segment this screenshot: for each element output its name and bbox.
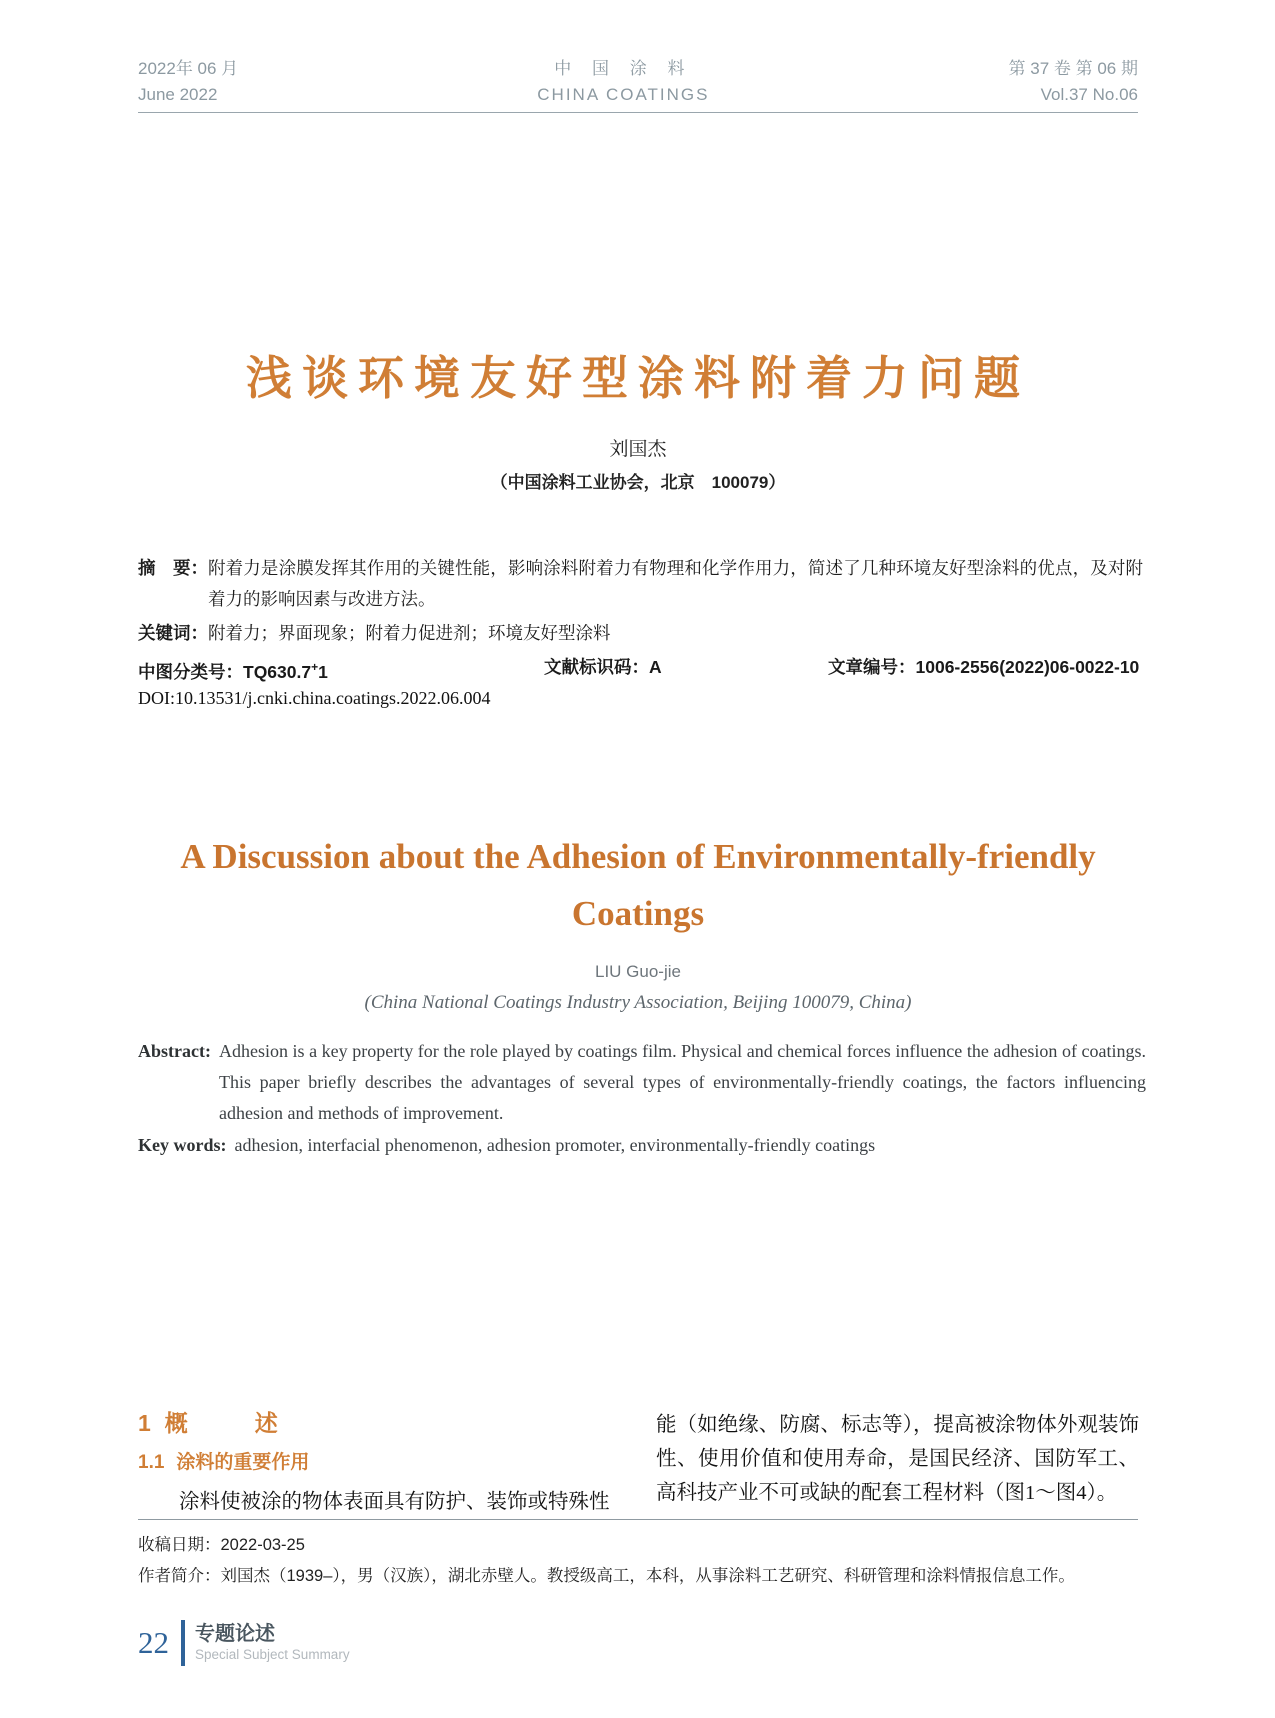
header-journal-cn: 中 国 涂 料	[554, 59, 693, 78]
clc-suffix: 1	[318, 661, 328, 682]
footer-column-en: Special Subject Summary	[195, 1647, 350, 1662]
body-column-right	[656, 1408, 1139, 1510]
body-column-left	[138, 1408, 621, 1519]
abstract-en-label: Abstract:	[138, 1041, 211, 1061]
section-1-1-heading	[138, 1450, 621, 1476]
footnote-received-label: 收稿日期：	[138, 1536, 221, 1554]
author-name-en: LIU Guo-jie	[595, 962, 681, 981]
footnote-received-date: 2022-03-25	[220, 1536, 305, 1554]
header-issue	[1009, 56, 1138, 108]
document-code-value: A	[649, 657, 662, 677]
clc-number	[138, 652, 328, 688]
header-divider	[138, 112, 1138, 113]
section-1-1-number: 1.1	[138, 1452, 165, 1473]
page-footer	[138, 1620, 350, 1666]
keywords-cn-label: 关键词：	[138, 623, 208, 643]
clc-prefix: TQ630.7	[243, 661, 312, 682]
body-paragraph-right: 能（如绝缘、防腐、标志等），提高被涂物体外观装饰性、使用价值和使用寿命，是国民经济、国防军工、高科技产业不可或缺的配套工程材料（图1～图4）。	[656, 1414, 1139, 1504]
affiliation-en: (China National Coatings Industry Association, Beijing 100079, China)	[364, 992, 912, 1013]
header-date	[138, 56, 238, 108]
abstract-en	[138, 1036, 1146, 1129]
header-date-cn: 2022年 06 月	[138, 59, 239, 78]
footnote-bio-label: 作者简介：	[138, 1567, 221, 1585]
keywords-cn-text: 附着力；界面现象；附着力促进剂；环境友好型涂料	[208, 623, 611, 643]
header-issue-en: Vol.37 No.06	[1040, 85, 1138, 104]
abstract-cn-label: 摘 要：	[138, 558, 208, 578]
article-title-cn: 浅谈环境友好型涂料附着力问题	[246, 352, 1030, 404]
journal-header	[138, 56, 1138, 108]
section-1-heading	[138, 1408, 621, 1438]
keywords-cn	[138, 618, 1143, 649]
clc-superscript: +	[311, 660, 319, 674]
keywords-en-text: adhesion, interfacial phenomenon, adhesion promoter, environmentally-friendly coatings	[234, 1135, 876, 1155]
article-id-value: 1006-2556(2022)06-0022-10	[915, 657, 1140, 677]
abstract-en-text: Adhesion is a key property for the role played by coatings film. Physical and chemical forces influence the adhesion of coatings. This paper briefly describes the advantages of several types of environmentally-friendly coatings, the factors influencing adhesion and methods of improvement.	[218, 1041, 1146, 1123]
footer-column-name	[195, 1622, 350, 1664]
affiliation-cn: （中国涂料工业协会，北京 100079）	[490, 473, 786, 492]
footnote	[138, 1530, 1143, 1592]
footer-column-cn: 专题论述	[195, 1623, 275, 1645]
article-title-en: A Discussion about the Adhesion of Environmentally-friendly Coatings	[180, 837, 1096, 933]
article-id-label: 文章编号：	[828, 657, 916, 677]
header-journal-en: CHINA COATINGS	[537, 85, 710, 104]
keywords-en	[138, 1130, 1146, 1161]
document-code-label: 文献标识码：	[544, 657, 649, 677]
page-number: 22	[138, 1625, 169, 1660]
header-journal-name	[537, 56, 709, 108]
section-1-1-title: 涂料的重要作用	[176, 1452, 310, 1473]
footnote-bio-text: 刘国杰（1939–），男（汉族），湖北赤壁人。教授级高工，本科，从事涂料工艺研究、科研管理和涂料情报信息工作。	[220, 1567, 1075, 1585]
keywords-en-label: Key words:	[138, 1135, 227, 1155]
section-1-title: 概 述	[164, 1410, 300, 1436]
clc-label: 中图分类号：	[138, 661, 243, 682]
article-meta-row	[138, 652, 1143, 683]
section-1-number: 1	[138, 1410, 151, 1436]
footnote-received	[138, 1530, 1143, 1561]
doi: DOI:10.13531/j.cnki.china.coatings.2022.06.004	[138, 688, 491, 708]
abstract-cn-text: 附着力是涂膜发挥其作用的关键性能，影响涂料附着力有物理和化学作用力，简述了几种环境友好型涂料的优点，及对附着力的影响因素与改进方法。	[208, 558, 1143, 609]
header-issue-cn: 第 37 卷 第 06 期	[1008, 59, 1138, 78]
abstract-cn	[138, 553, 1143, 615]
author-name-cn: 刘国杰	[609, 439, 667, 460]
footnote-divider	[138, 1519, 1138, 1520]
footer-bar	[181, 1620, 185, 1666]
article-id	[828, 652, 1139, 683]
body-paragraph-left: 涂料使被涂的物体表面具有防护、装饰或特殊性	[179, 1491, 610, 1513]
document-code	[544, 652, 662, 683]
footnote-bio	[138, 1561, 1143, 1592]
header-date-en: June 2022	[138, 85, 218, 104]
